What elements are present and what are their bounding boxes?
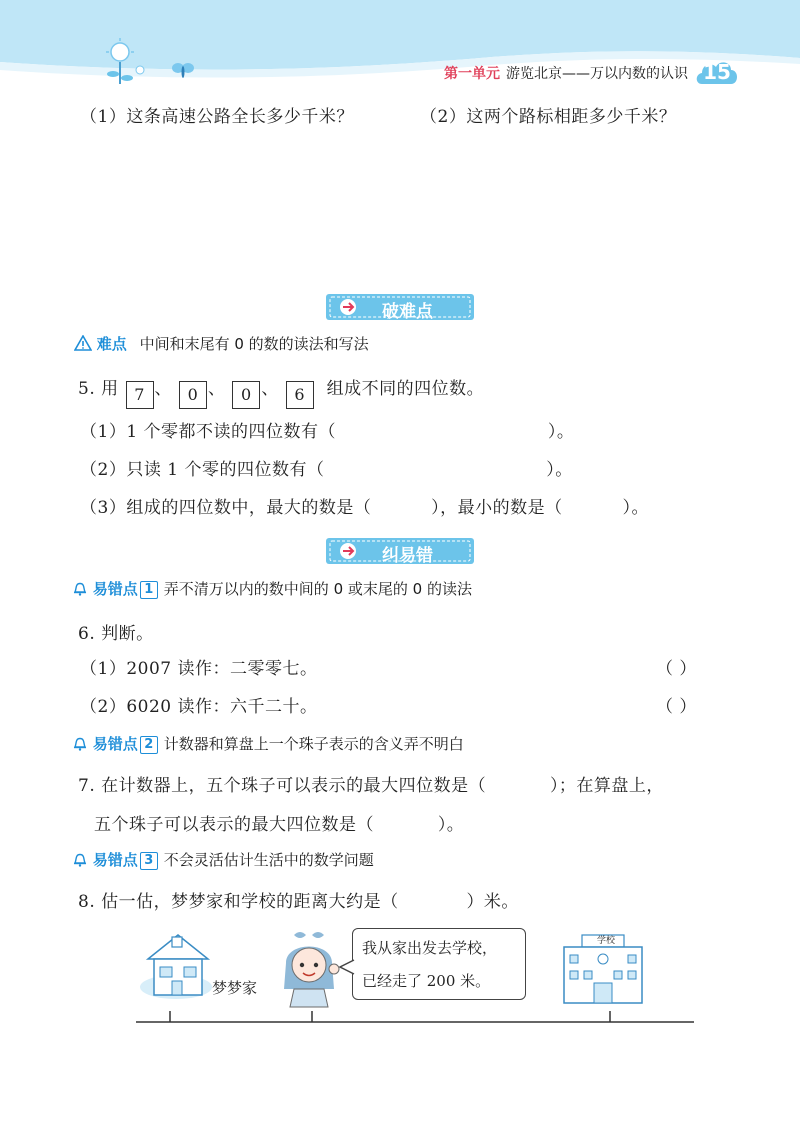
mistakes-banner-label: 纠易错 <box>382 546 433 566</box>
mistake-number-badge: 3 <box>140 852 158 870</box>
sun-flower-icon <box>98 36 158 86</box>
q6-part2: （2）6020 读作：六千二十。 <box>80 697 318 717</box>
q5-suffix: 组成不同的四位数。 <box>326 379 485 399</box>
q5-part2-close: ）。 <box>546 460 573 480</box>
difficult-banner-label: 破难点 <box>382 302 433 322</box>
mistake-tag-text: 弄不清万以内的数中间的 0 或末尾的 0 的读法 <box>163 580 472 598</box>
q5-part1-close: ）。 <box>547 422 575 442</box>
mistake-tag-label: 易错点 <box>92 735 138 753</box>
q7-line1-close: ）；在算盘上， <box>549 776 664 796</box>
bell-icon <box>72 735 88 751</box>
mistake-tag-label: 易错点 <box>92 580 138 598</box>
mistake-number-badge: 2 <box>140 736 158 754</box>
q7-line2 <box>94 810 464 835</box>
girl-character-icon <box>284 932 339 1007</box>
q5-digit-box: 0 <box>232 381 260 409</box>
mistake-tag-label: 易错点 <box>92 851 138 869</box>
bell-icon <box>72 580 88 596</box>
home-label: 梦梦家 <box>212 979 258 997</box>
q5-part3-middle: ），最小的数是（ <box>431 498 563 518</box>
page-header <box>0 0 800 96</box>
header-title: 游览北京——万以内数的认识 <box>506 66 688 82</box>
q7-line2-close: ）。 <box>437 815 465 835</box>
difficult-tag <box>74 333 369 354</box>
header-unit: 第一单元 <box>444 66 500 82</box>
q8-close: ）米。 <box>466 892 519 912</box>
bell-icon <box>72 851 88 867</box>
butterfly-icon <box>170 60 196 80</box>
q5-part3 <box>80 493 649 518</box>
q6-part1: （1）2007 读作：二零零七。 <box>80 659 318 679</box>
school-sign: 学校 <box>596 936 615 946</box>
mistake-number-badge: 1 <box>140 581 158 599</box>
q8-stem <box>78 887 519 912</box>
speech-line-1: 我从家出发去学校， <box>362 939 498 957</box>
q4-part1: （1）这条高速公路全长多少千米？ <box>80 107 354 127</box>
header-unit-title <box>444 63 688 83</box>
q7-line2-text: 五个珠子可以表示的最大四位数是（ <box>94 815 374 835</box>
q5-digit-box: 0 <box>179 381 207 409</box>
q5-part3-close: ）。 <box>622 498 649 518</box>
page-number: 15 <box>703 60 731 84</box>
mistake-tag-2 <box>72 733 464 754</box>
difficult-tag-text: 中间和末尾有 0 的数的读法和写法 <box>139 335 369 353</box>
q5-digit-box: 6 <box>286 381 314 409</box>
q5-part2-text: （2）只读 1 个零的四位数有（ <box>80 460 325 480</box>
warning-triangle-icon <box>74 335 92 351</box>
q7-line1 <box>78 771 664 796</box>
mistake-tag-text: 计数器和算盘上一个珠子表示的含义弄不明白 <box>163 735 464 753</box>
difficult-tag-label: 难点 <box>96 335 127 353</box>
q5-part3-text: （3）组成的四位数中，最大的数是（ <box>80 498 372 518</box>
q6-part1-answer-bracket[interactable]: （ ） <box>656 659 697 679</box>
q5-part2 <box>80 455 573 480</box>
q5-stem <box>78 374 484 409</box>
q5-separator: 、 <box>154 379 173 399</box>
q5-separator: 、 <box>261 379 279 399</box>
q5-prefix: 5. 用 <box>78 379 119 399</box>
q5-part1 <box>80 417 574 442</box>
q6-title: 6. 判断。 <box>78 624 154 644</box>
q7-line1-text: 7. 在计数器上，五个珠子可以表示的最大四位数是（ <box>78 776 487 796</box>
q8-text: 8. 估一估，梦梦家和学校的距离大约是（ <box>78 892 399 912</box>
house-icon <box>140 935 212 999</box>
speech-bubble-tail <box>338 958 356 976</box>
mistake-tag-3 <box>72 849 374 870</box>
q4-part2: （2）这两个路标相距多少千米？ <box>420 107 677 127</box>
speech-line-2: 已经走了 200 米。 <box>362 972 491 990</box>
q5-digit-box: 7 <box>126 381 154 409</box>
q5-part1-text: （1）1 个零都不读的四位数有（ <box>80 422 337 442</box>
mistake-tag-text: 不会灵活估计生活中的数学问题 <box>163 851 374 869</box>
mistake-tag-1 <box>72 578 472 599</box>
q6-part2-answer-bracket[interactable]: （ ） <box>656 697 697 717</box>
q5-separator: 、 <box>207 379 226 399</box>
